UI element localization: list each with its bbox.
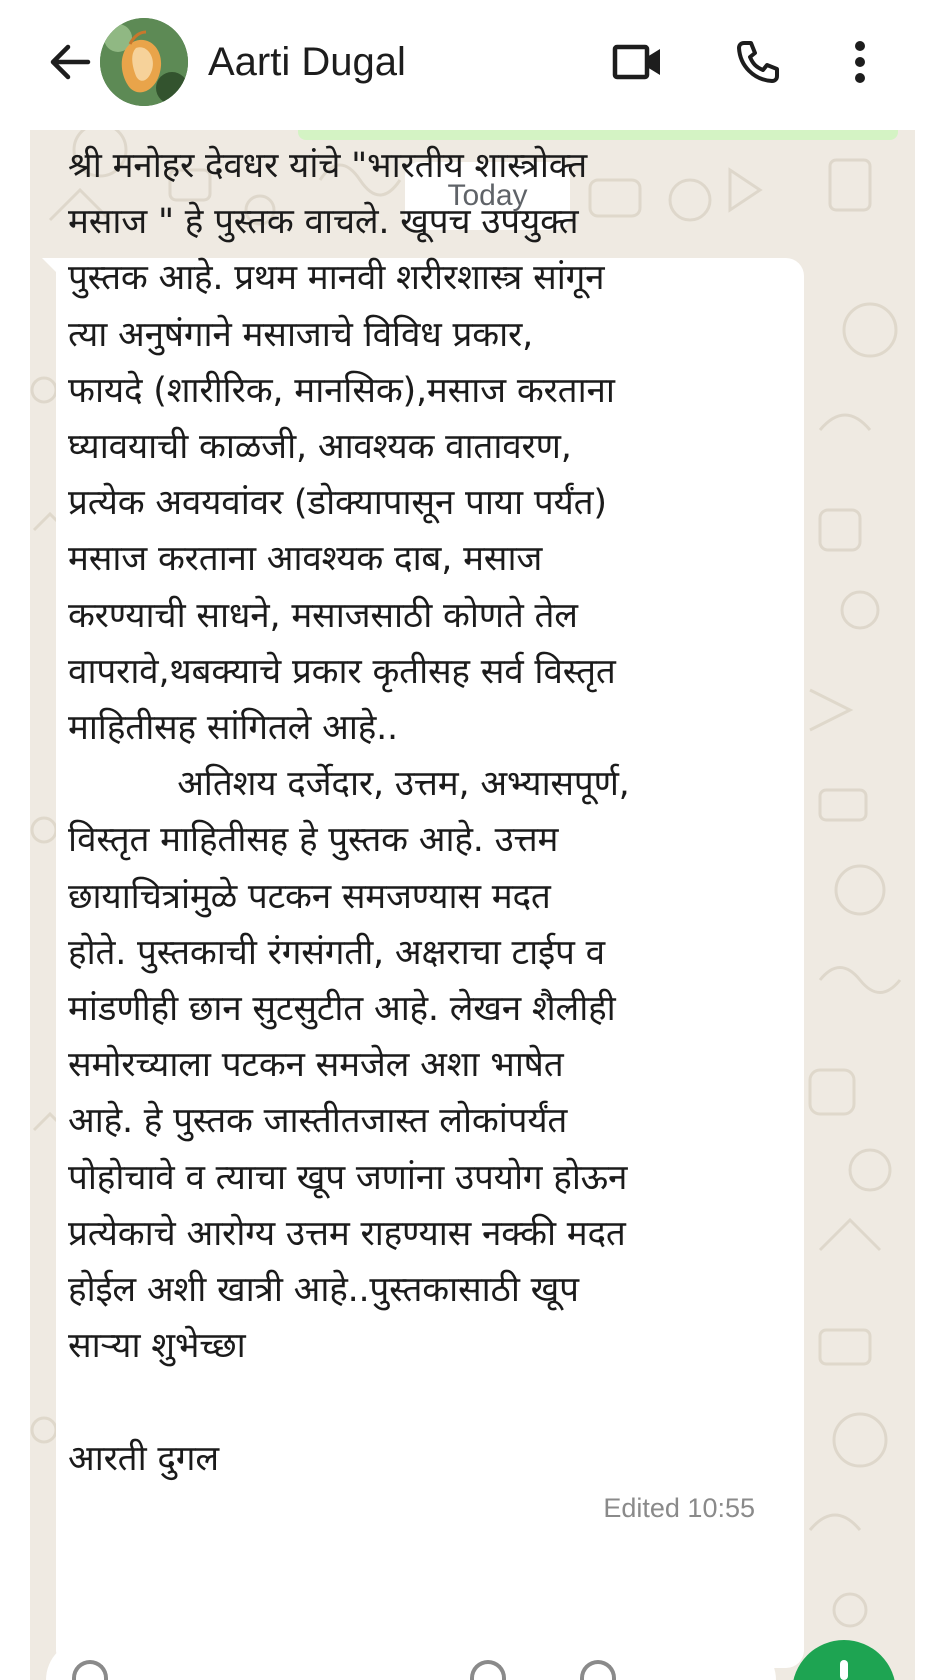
date-separator: Today [405,162,570,230]
avatar-image [100,18,188,106]
phone-icon [734,38,782,86]
more-vert-icon [852,40,868,84]
voice-call-button[interactable] [730,36,786,88]
video-call-button[interactable] [610,36,666,88]
message-text[interactable]: श्री मनोहर देवधर यांचे "भारतीय शास्त्रोक्त मसाज " हे पुस्तक वाचले. खूपच उपयुक्त पुस्तक आहे. प्रथम मानवी शरीरशास्त्र सांगून त्या अनुषंगाने मसाजाचे विविध प्रकार, फायदे (शारीरिक, मानसिक),मसाज करताना घ्यावयाची काळजी, आवश्यक वातावरण, प्रत्येक अवयवांवर (डोक्यापासून पाया पर्यंत) मसाज करताना आवश्यक दाब, मसाज करण्याची साधने, मसाजसाठी कोणते तेल वापरावे,थबक्याचे प्रकार कृतीसह सर्व विस्तृत माहितीसह सांगितले आहे.. अतिशय दर्जेदार, उत्तम, अभ्यासपूर्ण, विस्तृत माहितीसह हे पुस्तक आहे. उत्तम छायाचित्रांमुळे पटकन समजण्यास मदत होते. पुस्तकाची रंगसंगती, अक्षराचा टाईप व मांडणीही छान सुटसुटीत आहे. लेखन शैलीही समोरच्याला पटकन समजेल अशा भाषेत आहे. हे पुस्तक जास्तीतजास्त लोकांपर्यंत पोहोचावे व त्याचा खूप जणांना उपयोग होऊन प्रत्येकाचे आरोग्य उत्तम राहण्यास नक्की मदत होईल अशी खात्री आहे..पुस्तकासाठी खूप साऱ्या शुभेच्छा आरती दुगल [68,146,630,1479]
message-input-bar[interactable] [46,1640,776,1680]
mic-icon [834,1660,854,1680]
contact-name[interactable]: Aarti Dugal [208,40,406,84]
back-button[interactable] [44,38,96,86]
more-options-button[interactable] [832,36,888,88]
chat-header [0,0,945,128]
message-timestamp: Edited 10:55 [603,1493,755,1523]
video-camera-icon [612,42,664,82]
contact-avatar[interactable] [100,18,188,106]
arrow-left-icon [48,42,92,82]
